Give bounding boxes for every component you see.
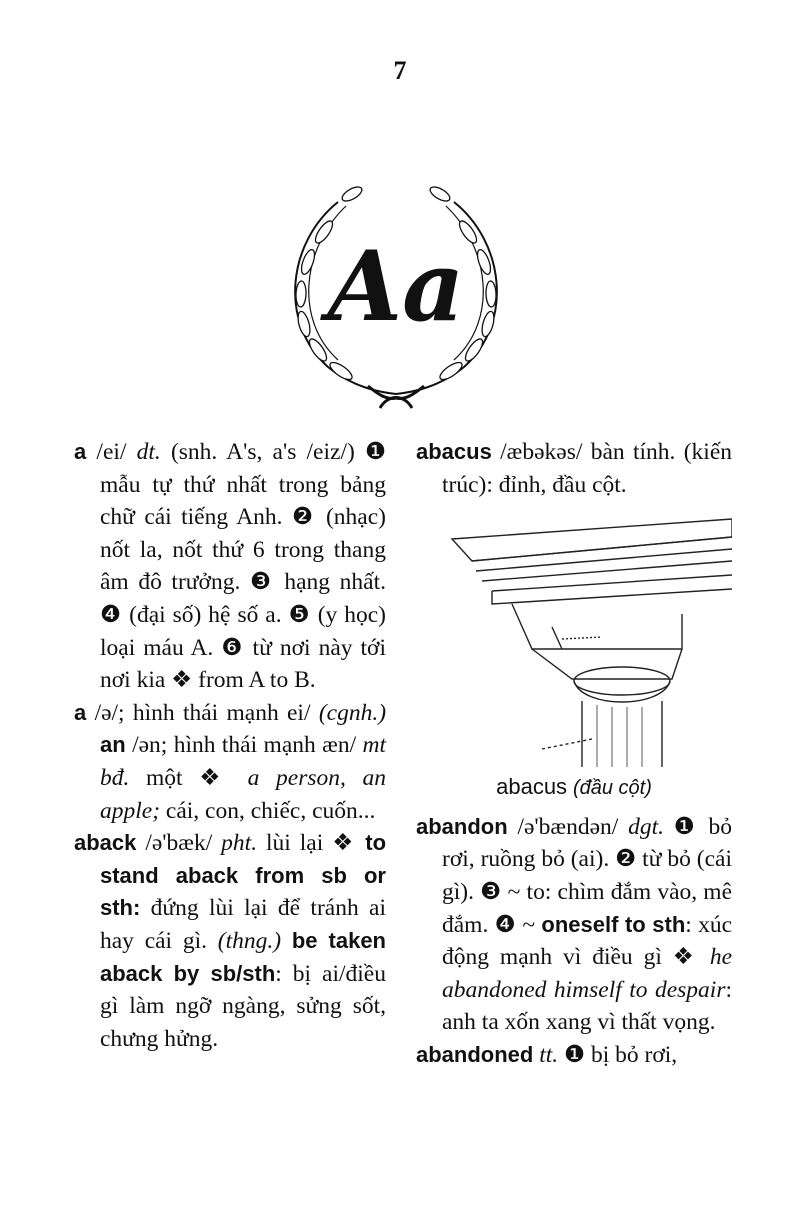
pronunciation: /ə'bæk/ xyxy=(145,830,213,857)
entry-abandoned xyxy=(416,1039,732,1072)
meaning: một xyxy=(146,764,183,791)
pronunciation: /ə'bændən/ xyxy=(517,813,619,840)
page-number: 7 xyxy=(393,56,407,85)
sense-4: ❹ (đại số) hệ số a. xyxy=(100,601,282,628)
sense-1: ❶ bị bỏ rơi, xyxy=(564,1041,678,1068)
sense-1: ❶ bỏ rơi, ruồng bỏ (ai). xyxy=(442,813,732,873)
part-of-speech: mt bđ. xyxy=(100,732,387,791)
figure-caption xyxy=(416,771,732,805)
plural-note: (snh. A's, a's /eiz/) xyxy=(170,439,355,465)
part-of-speech: pht. xyxy=(221,830,258,857)
entry-aback xyxy=(74,827,386,1055)
emblem-letters: Aa xyxy=(327,230,465,343)
sense-3: ❸ hạng nhất. xyxy=(249,569,386,596)
phrase: be taken aback by sb/sth xyxy=(100,927,386,986)
entry-a1 xyxy=(74,436,386,697)
meaning: cái, con, chiếc, cuốn... xyxy=(165,797,376,824)
meaning: bàn tính. (kiến trúc): đỉnh, đầu cột. xyxy=(442,439,733,498)
pronunciation: /æbəkəs/ xyxy=(500,439,583,465)
caption-term: abacus xyxy=(496,774,568,800)
example-marker: ❖ xyxy=(672,944,699,971)
entry-abandon xyxy=(416,811,732,1039)
phrase-marker: ❖ xyxy=(332,830,357,857)
example-meaning: : anh ta xốn xang vì thất vọng. xyxy=(442,976,732,1036)
sense-4: ❹ ~ xyxy=(494,911,536,938)
usage-note: (cgnh.) xyxy=(318,699,387,726)
headword-abacus: abacus xyxy=(416,439,492,464)
idiom: from A to B. xyxy=(198,667,316,694)
headword-an: an xyxy=(100,732,126,758)
entry-a2 xyxy=(74,697,386,827)
phrase: to stand aback from sb or sth: xyxy=(100,830,387,921)
headword-abandon: abandon xyxy=(416,813,508,839)
part-of-speech: dgt. xyxy=(628,813,664,840)
headword-a: a xyxy=(74,699,87,725)
part-of-speech: dt. xyxy=(136,439,161,465)
register-note: (thng.) xyxy=(217,927,282,954)
pronunciation: /ə/; hình thái mạnh ei/ xyxy=(94,699,311,726)
pronunciation: /ei/ xyxy=(96,439,127,465)
part-of-speech: tt. xyxy=(539,1041,559,1068)
phrase-meaning: : bị ai/điều gì làm ngỡ ngàng, sửng sốt, chưng hửng. xyxy=(100,960,386,1052)
entry-abacus xyxy=(416,436,732,501)
caption-note: (đầu cột) xyxy=(572,777,652,800)
sense-5: ❺ (y học) loại máu A. xyxy=(100,601,386,661)
example: he abandoned himself to despair xyxy=(442,944,733,1003)
left-column xyxy=(74,436,386,1055)
sense-3: ❸ ~ to: chìm đắm vào, mê đắm. xyxy=(442,878,732,938)
idiom-marker: ❖ xyxy=(171,667,193,694)
example: a person, an apple; xyxy=(100,764,386,824)
example-marker: ❖ xyxy=(199,764,232,791)
sense-2: ❷ từ bỏ (cái gì). xyxy=(442,846,733,905)
phrase-meaning: đứng lùi lại để tránh ai hay cái gì. xyxy=(100,895,386,954)
right-column xyxy=(416,436,732,1072)
laurel-wreath-emblem xyxy=(268,172,524,412)
meaning: lùi lại xyxy=(266,830,324,857)
sense-1: ❶ mẫu tự thứ nhất trong bảng chữ cái tiếng Anh. xyxy=(100,439,387,531)
phrase-meaning: : xúc động mạnh vì điều gì xyxy=(442,911,733,971)
headword-a: a xyxy=(74,439,87,464)
headword-abandoned: abandoned xyxy=(416,1041,534,1067)
headword-aback: aback xyxy=(74,830,137,856)
sense-6: ❻ từ nơi này tới nơi kia xyxy=(100,634,387,694)
sense-2: ❷ (nhạc) nốt la, nốt thứ 6 trong thang âm đô trưởng. xyxy=(100,504,386,596)
column-capital-illustration xyxy=(432,509,732,767)
pronunciation: /ən; hình thái mạnh æn/ xyxy=(132,732,357,759)
phrase: oneself to sth xyxy=(541,911,686,937)
